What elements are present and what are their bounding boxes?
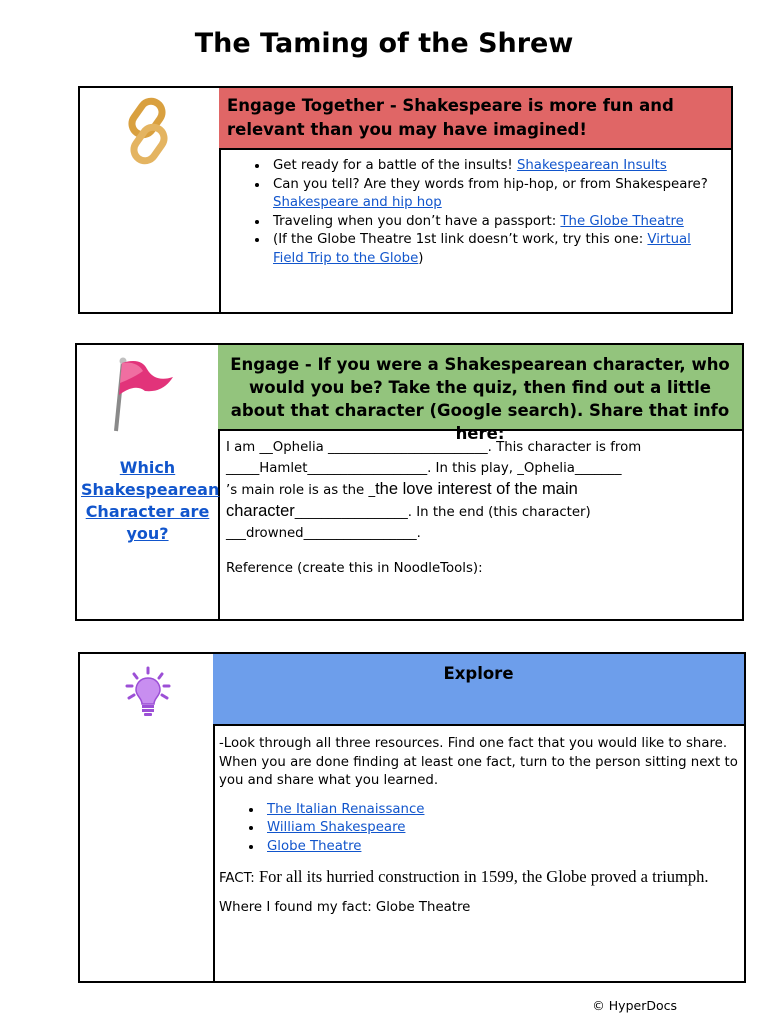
character-line-5: ___drowned_________________. — [226, 526, 421, 541]
engage-together-list — [225, 157, 725, 268]
resource-description: Can you tell? Are they words from hip-hop, or from Shakespeare? — [273, 176, 708, 192]
resource-suffix: ) — [418, 250, 424, 266]
engage-together-section — [78, 86, 733, 314]
character-line-4-b: _________________. In the end (this character) — [294, 505, 591, 520]
engage-title: Engage - If you were a Shakespearean character, who would you be? Take the quiz, then find out a little about that character (Google search). Share that info here: — [230, 355, 730, 443]
character-line-3-b: the love interest of the main — [375, 480, 578, 498]
engage-header — [218, 345, 742, 443]
hyperdocs-credit: © HyperDocs — [592, 998, 677, 1013]
character-line-3-a: ’s main role is as the _ — [226, 483, 376, 498]
resource-description: (If the Globe Theatre 1st link doesn’t work, try this one: — [273, 232, 648, 247]
character-quiz-link[interactable] — [81, 457, 220, 545]
character-line-4-a: character — [226, 502, 295, 520]
explore-list-item — [263, 838, 738, 857]
explore-resource-link[interactable]: Globe Theatre — [267, 838, 362, 854]
explore-resource-link[interactable]: The Italian Renaissance — [267, 801, 425, 817]
resource-list-item — [269, 176, 725, 213]
fact-line — [219, 866, 738, 889]
character-line-1: I am __Ophelia ________________________. This character is from — [226, 440, 642, 455]
icon-cell — [80, 88, 221, 312]
engage-body — [218, 431, 742, 619]
explore-list-item — [263, 819, 738, 838]
explore-header — [213, 654, 744, 726]
reference-line: Reference (create this in NoodleTools): — [226, 561, 483, 576]
lightbulb-icon — [124, 666, 172, 718]
explore-body — [213, 726, 744, 981]
explore-links — [219, 801, 738, 857]
flag-icon — [107, 355, 177, 435]
resource-list-item — [269, 231, 725, 268]
explore-title: Explore — [443, 664, 514, 683]
engage-together-body — [219, 150, 731, 312]
engage-together-header — [219, 88, 731, 150]
character-quiz-link-text[interactable]: Which Shakespearean Character are you? — [81, 458, 220, 543]
character-line-4 — [226, 501, 734, 523]
fact-text: For all its hurried construction in 1599, the Globe proved a triumph. — [258, 867, 709, 886]
resource-list-item — [269, 157, 725, 176]
resource-link[interactable]: Virtual Field Trip to the Globe — [273, 232, 691, 266]
chain-link-icon — [120, 96, 180, 166]
resource-link[interactable]: Shakespearean Insults — [516, 158, 667, 173]
resource-link[interactable]: The Globe Theatre — [560, 213, 684, 229]
explore-list-item — [263, 801, 738, 820]
resource-list-item — [269, 213, 725, 232]
resource-description: Traveling when you don’t have a passport: — [273, 213, 561, 229]
character-line-2: _____Hamlet__________________. In this play, _Ophelia_______ — [226, 461, 622, 476]
character-line-3 — [226, 479, 734, 501]
engage-section — [75, 343, 744, 621]
explore-resource-link[interactable]: William Shakespeare — [267, 820, 406, 835]
resource-link[interactable]: Shakespeare and hip hop — [273, 195, 442, 210]
explore-intro: -Look through all three resources. Find one fact that you would like to share. When you are done finding at least one fact, turn to the person sitting next to you and share what you learned. — [219, 736, 738, 788]
icon-cell — [77, 345, 220, 619]
icon-cell — [80, 654, 215, 981]
fact-label: FACT: — [219, 871, 259, 886]
resource-description: Get ready for a battle of the insults! — [273, 158, 517, 173]
page-title: The Taming of the Shrew — [194, 28, 574, 59]
explore-section — [78, 652, 746, 983]
engage-together-title: Engage Together - Shakespeare is more fun and relevant than you may have imagined! — [227, 96, 674, 139]
fact-source: Where I found my fact: Globe Theatre — [219, 899, 471, 915]
